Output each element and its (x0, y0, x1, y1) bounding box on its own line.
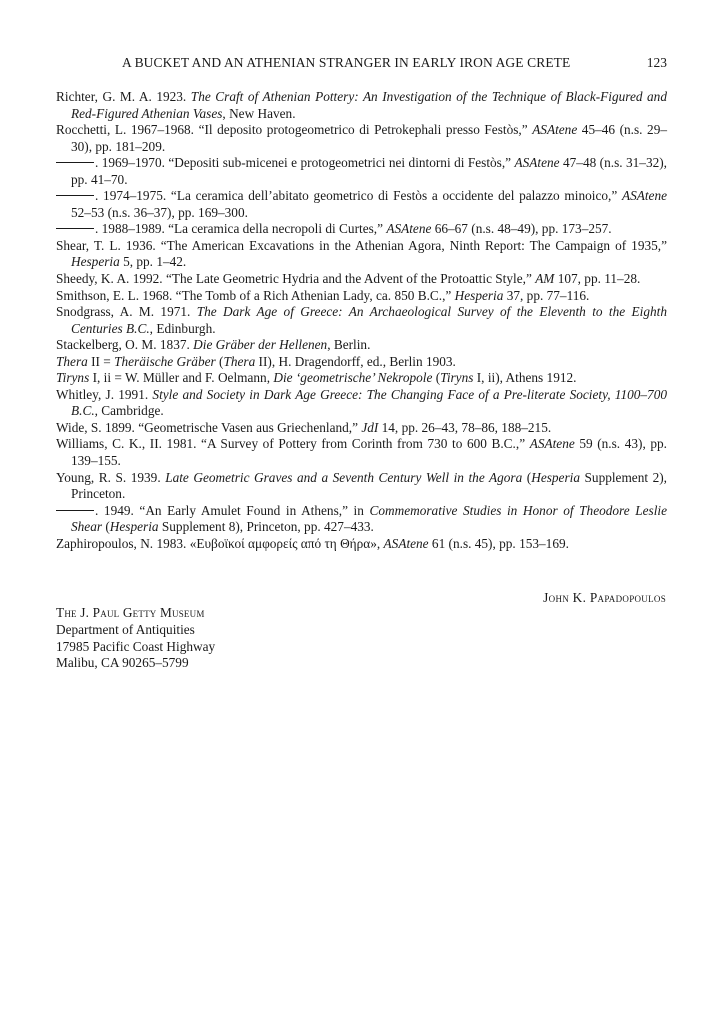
reference-entry (56, 89, 667, 122)
running-header (122, 55, 667, 73)
reference-entry (56, 304, 667, 337)
bibliography-list (56, 89, 667, 552)
reference-text: Zaphiropoulos, N. 1983. «Ευβοϊκοί αμφορείς από τη Θήρα», (56, 535, 384, 551)
reference-italic-text: Commemorative Studies in Honor of Theodore Leslie Shear (71, 502, 667, 535)
reference-text: II = (87, 353, 115, 369)
reference-text: Sheedy, K. A. 1992. “The Late Geometric Hydria and the Advent of the Protoattic Style,” (56, 271, 536, 287)
repeat-author-dash (56, 510, 94, 511)
reference-text: 14, pp. 26–43, 78–86, 188–215. (378, 419, 552, 435)
reference-italic-text: Theräische Gräber (114, 353, 216, 369)
reference-italic-text: Thera (56, 353, 88, 369)
reference-entry (56, 288, 667, 305)
reference-text: 107, pp. 11–28. (554, 271, 641, 287)
reference-italic-text: JdI (361, 419, 379, 435)
address-city: Malibu, CA 90265–5799 (56, 655, 189, 671)
reference-text: Whitley, J. 1991. (56, 386, 153, 402)
reference-entry (56, 188, 667, 221)
address-department: Department of Antiquities (56, 621, 195, 637)
reference-text: Young, R. S. 1939. (56, 469, 166, 485)
reference-text: . 1974–1975. “La ceramica dell’abitato geometrico di Festòs a occidente del palazzo minoico,” (95, 188, 622, 204)
reference-text: 37, pp. 77–116. (503, 287, 590, 303)
reference-italic-text: ASAtene (386, 221, 432, 237)
reference-text: Stackelberg, O. M. 1837. (56, 337, 194, 353)
reference-entry (56, 420, 667, 437)
reference-entry (56, 387, 667, 420)
reference-italic-text: Hesperia (454, 287, 504, 303)
reference-text: Supplement 2), Princeton. (71, 469, 667, 502)
reference-entry (56, 354, 667, 371)
reference-text: 66–67 (n.s. 48–49), pp. 173–257. (431, 221, 612, 237)
reference-text: Shear, T. L. 1936. “The American Excavations in the Athenian Agora, Ninth Report: The Campaign of 1935,” (56, 237, 667, 253)
author-signature (543, 590, 666, 606)
reference-italic-text: Hesperia (109, 519, 159, 535)
reference-text: 52–53 (n.s. 36–37), pp. 169–300. (71, 204, 248, 220)
reference-text: ( (102, 519, 110, 535)
reference-entry (56, 271, 667, 288)
reference-entry (56, 122, 667, 155)
reference-text: ( (522, 469, 532, 485)
reference-text: 5, pp. 1–42. (119, 254, 187, 270)
reference-italic-text: Hesperia (71, 254, 120, 270)
reference-text: I, ii), Athens 1912. (473, 370, 577, 386)
address-street: 17985 Pacific Coast Highway (56, 638, 216, 654)
reference-italic-text: Tiryns (440, 370, 474, 386)
reference-text: 45–46 (n.s. 29–30), pp. 181–209. (71, 122, 668, 154)
reference-text: , New Haven. (222, 105, 296, 121)
reference-italic-text: ASAtene (529, 436, 575, 452)
repeat-author-dash (56, 195, 94, 196)
reference-entry (56, 238, 667, 271)
reference-italic-text: ASAtene (621, 188, 667, 204)
author-address (56, 605, 215, 672)
reference-text: I, ii = W. Müller and F. Oelmann, (89, 370, 274, 386)
repeat-author-dash (56, 162, 94, 163)
reference-text: ( (215, 353, 224, 369)
reference-text: Rocchetti, L. 1967–1968. “Il deposito protogeometrico di Petrokephali presso Festòs,” (56, 122, 533, 138)
reference-entry (56, 536, 667, 553)
reference-text: 47–48 (n.s. 31–32), pp. 41–70. (71, 155, 668, 187)
reference-italic-text: ASAtene (514, 155, 560, 171)
reference-text: II), H. Dragendorff, ed., Berlin 1903. (255, 353, 456, 369)
reference-text: 61 (n.s. 45), pp. 153–169. (428, 535, 569, 551)
reference-text: , Berlin. (327, 337, 371, 353)
reference-entry (56, 436, 667, 469)
reference-italic-text: ASAtene (532, 122, 578, 138)
reference-text: , Cambridge. (94, 403, 164, 419)
reference-italic-text: Tiryns (56, 370, 90, 386)
reference-text: Richter, G. M. A. 1923. (56, 89, 191, 104)
reference-entry (56, 337, 667, 354)
reference-italic-text: ASAtene (383, 535, 429, 551)
author-name: John K. Papadopoulos (543, 590, 666, 605)
reference-entry (56, 155, 667, 188)
running-title: A BUCKET AND AN ATHENIAN STRANGER IN EARLY IRON AGE CRETE (122, 55, 571, 70)
reference-entry (56, 221, 667, 238)
reference-text: . 1949. “An Early Amulet Found in Athens,” in (95, 502, 370, 518)
reference-text: , Edinburgh. (149, 320, 216, 336)
reference-text: Smithson, E. L. 1968. “The Tomb of a Rich Athenian Lady, ca. 850 B.C.,” (56, 287, 455, 303)
reference-italic-text: Die ‘geometrische’ Nekropole (273, 370, 433, 386)
reference-text: . 1988–1989. “La ceramica della necropoli di Curtes,” (95, 221, 387, 237)
reference-italic-text: Die Gräber der Hellenen (193, 337, 328, 353)
reference-text: 59 (n.s. 43), pp. 139–155. (71, 436, 667, 469)
reference-italic-text: Hesperia (531, 469, 580, 485)
reference-text: Wide, S. 1899. “Geometrische Vasen aus Griechenland,” (56, 419, 362, 435)
reference-text: . 1969–1970. “Depositi sub-micenei e protogeometrici nei dintorni di Festòs,” (95, 155, 515, 171)
reference-italic-text: Late Geometric Graves and a Seventh Century Well in the Agora (165, 469, 523, 485)
reference-text: Williams, C. K., II. 1981. “A Survey of Pottery from Corinth from 730 to 600 B.C.,” (56, 436, 530, 452)
reference-italic-text: AM (535, 271, 555, 287)
address-institution: The J. Paul Getty Museum (56, 605, 205, 620)
reference-italic-text: Thera (223, 353, 256, 369)
reference-italic-text: The Dark Age of Greece: An Archaeological Survey of the Eleventh to the Eighth Centuries B.C. (71, 304, 667, 336)
page-number: 123 (646, 55, 667, 70)
reference-text: Supplement 8), Princeton, pp. 427–433. (158, 519, 374, 535)
reference-italic-text: The Craft of Athenian Pottery: An Investigation of the Technique of Black-Figured and Red-Figured Athenian Vases (71, 89, 667, 121)
reference-italic-text: Style and Society in Dark Age Greece: The Changing Face of a Pre-literate Society, 1100–700 B.C. (71, 386, 667, 419)
reference-entry (56, 503, 667, 536)
reference-text: ( (432, 370, 441, 386)
reference-entry (56, 470, 667, 503)
repeat-author-dash (56, 228, 94, 229)
reference-text: Snodgrass, A. M. 1971. (56, 304, 197, 320)
reference-entry (56, 370, 667, 387)
